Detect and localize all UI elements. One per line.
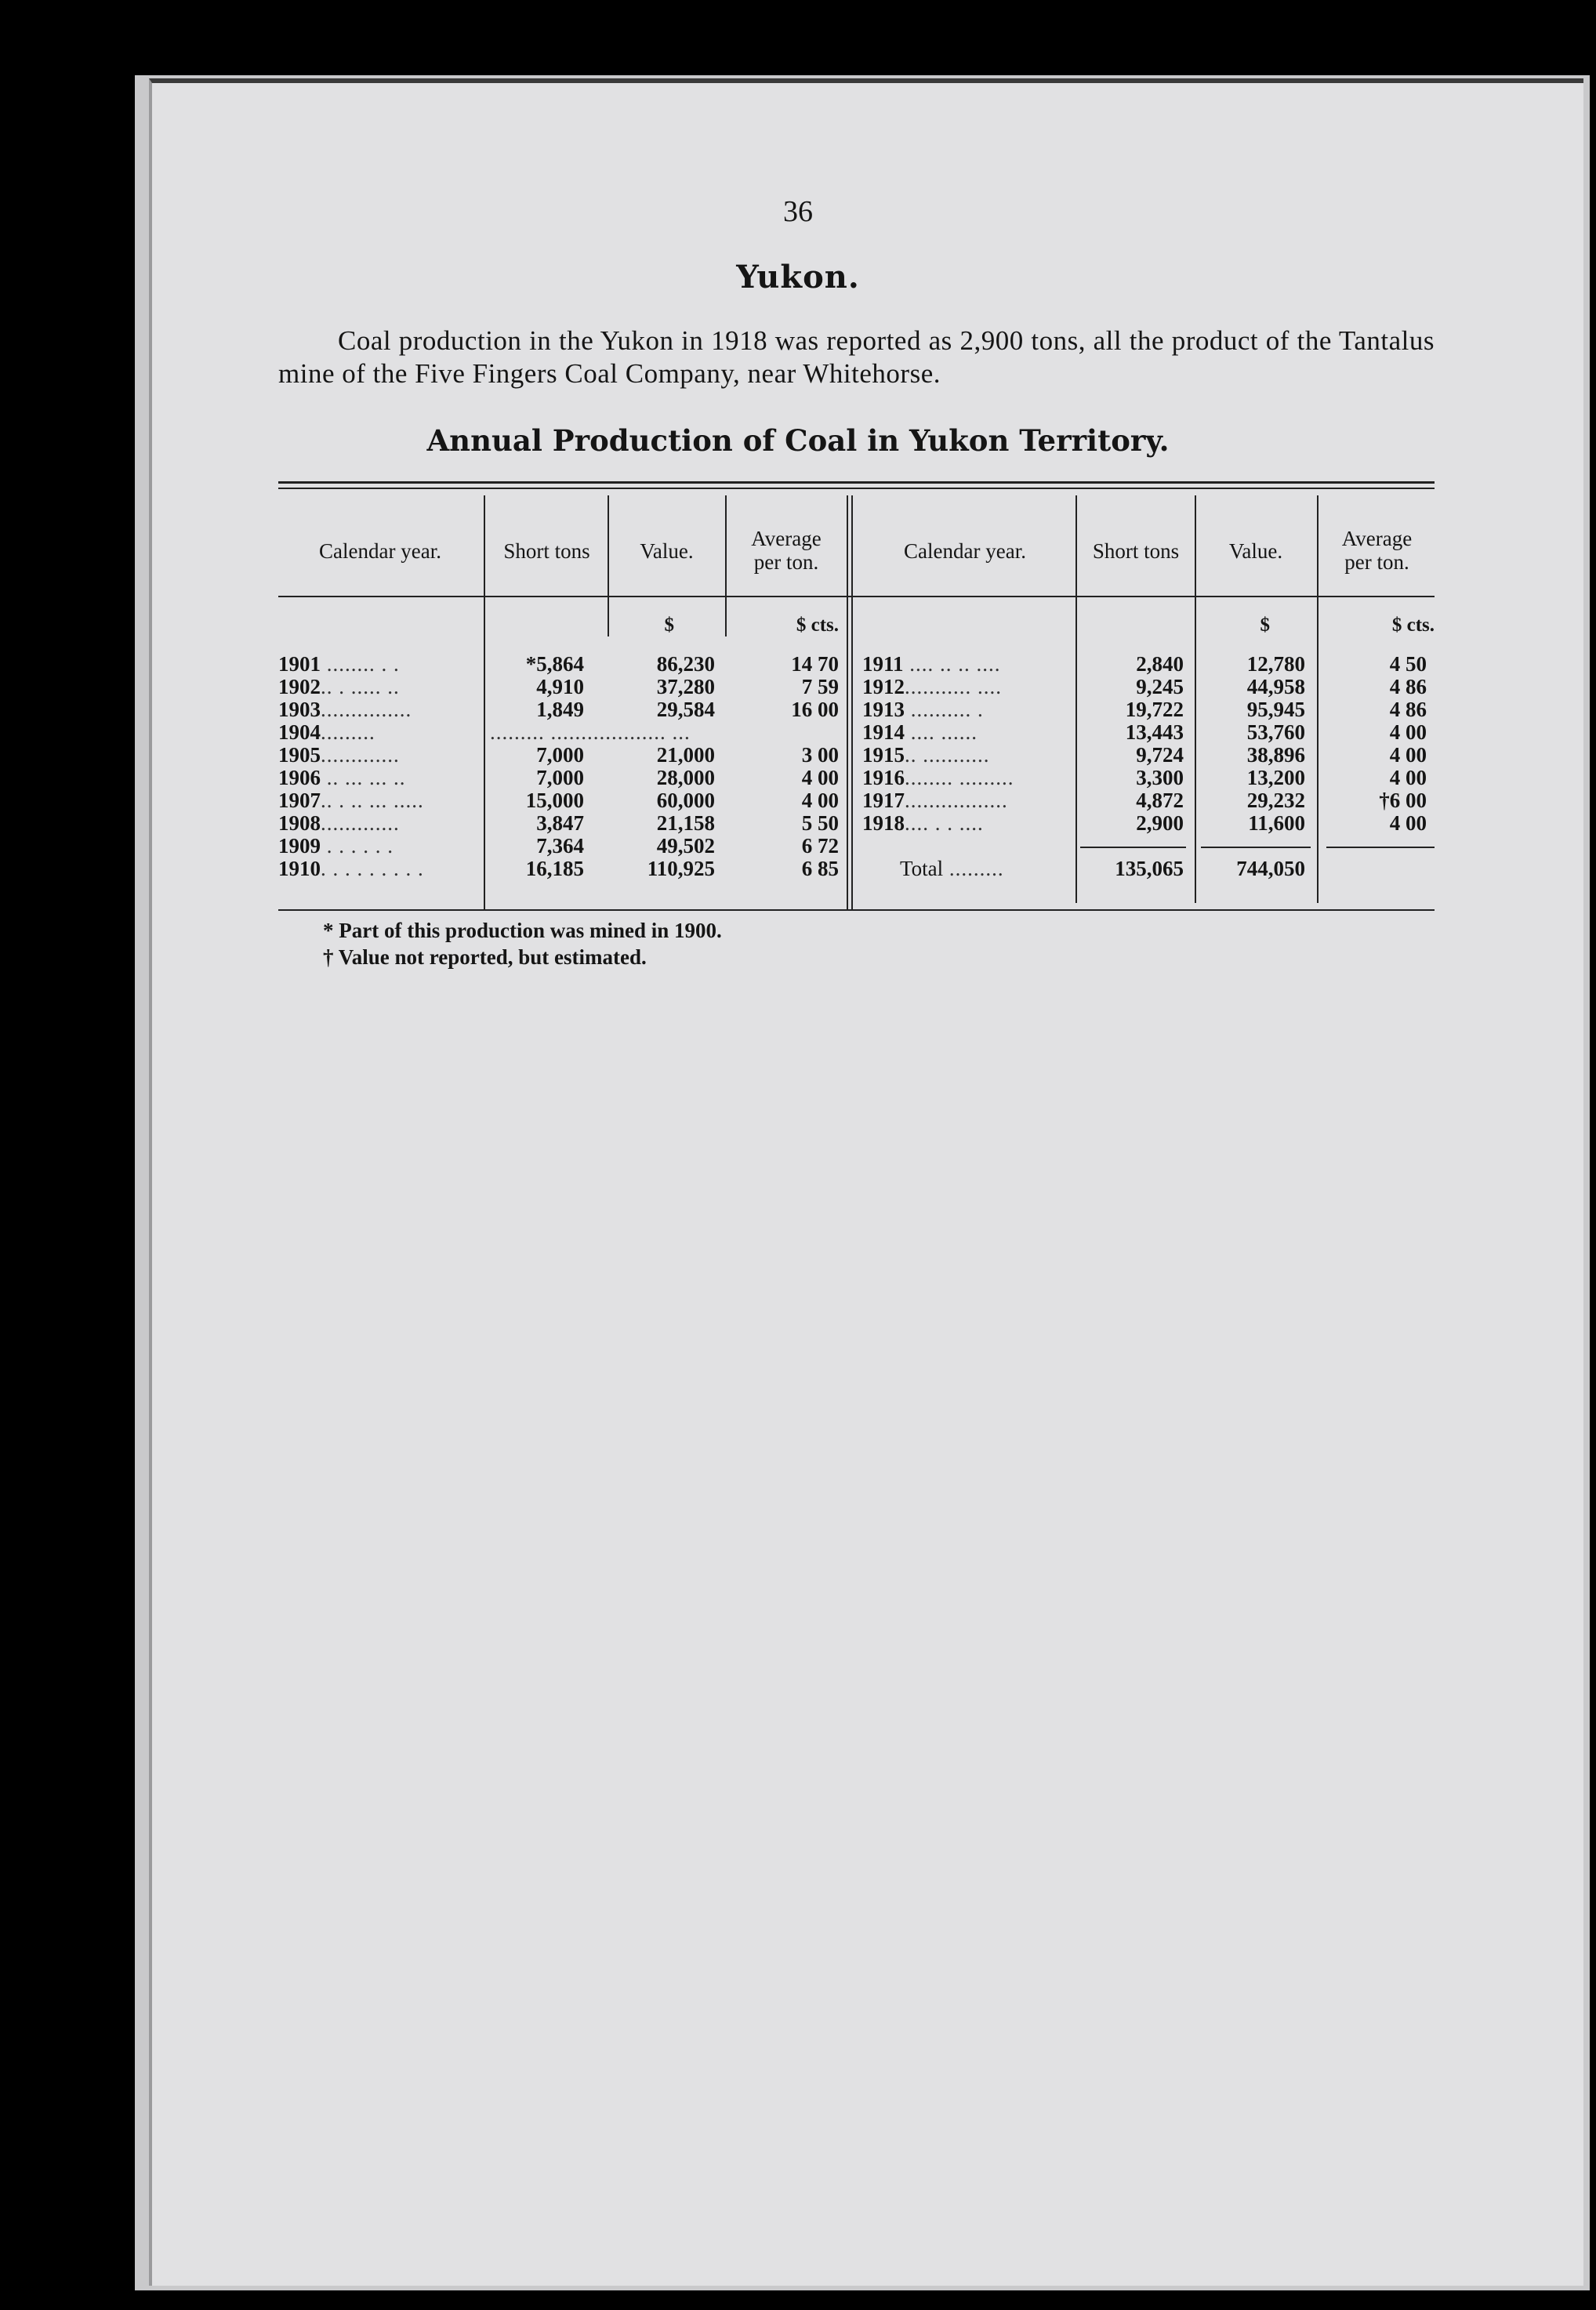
average-cell: 16 00 [791,698,839,721]
value-cell: 44,958 [1246,675,1305,698]
header-value: Value. [640,539,694,563]
col-divider [608,495,609,636]
average-cell: 4 86 [1389,675,1427,698]
year-cell: 1917................. [862,789,1008,812]
year-cell: 1906 .. ... ... .. [278,766,406,789]
value-cell: 29,232 [1246,789,1305,812]
total-label: Total ......... [900,857,1004,880]
unit-value-2: $ [1260,615,1270,636]
short-tons-cell: 7,000 [536,743,584,767]
table-top-rule-inner [278,488,1435,489]
short-tons-cell: 3,847 [536,811,584,835]
short-tons-cell: 15,000 [525,789,584,812]
table-row [0,766,1596,789]
header-average-line2: per ton. [1344,550,1409,574]
short-tons-cell: 2,840 [1136,652,1184,676]
average-cell: 6 85 [801,857,839,880]
short-tons-cell: 19,722 [1125,698,1184,721]
table-row [0,834,1596,858]
average-cell: 6 72 [801,834,839,858]
total-row [0,857,1596,880]
value-cell: 11,600 [1248,811,1305,835]
header-average-2 [1319,527,1435,574]
table-row [0,675,1596,698]
short-tons-cell: 9,724 [1136,743,1184,767]
value-cell: 60,000 [656,789,715,812]
average-cell: †6 00 [1379,789,1427,812]
value-cell: 53,760 [1246,720,1305,744]
value-cell: 95,945 [1246,698,1305,721]
table-row [0,789,1596,812]
average-cell: 4 00 [1389,766,1427,789]
total-value: 744,050 [1236,857,1305,880]
table-row [0,743,1596,767]
average-cell: 4 00 [1389,811,1427,835]
short-tons-cell: 7,364 [536,834,584,858]
total-rule [1201,847,1311,848]
page-number: 36 [783,195,813,228]
value-cell: 29,584 [656,698,715,721]
value-cell: 38,896 [1246,743,1305,767]
col-divider [725,495,727,636]
year-cell: 1910. . . . . . . . . [278,857,424,880]
document-page [149,78,1583,2286]
value-cell: 12,780 [1246,652,1305,676]
short-tons-cell: 2,900 [1136,811,1184,835]
year-cell: 1912........... .... [862,675,1002,698]
header-average [727,527,845,574]
value-cell: 37,280 [656,675,715,698]
year-cell: 1909 . . . . . . [278,834,394,858]
year-cell: 1905............. [278,743,400,767]
table-bottom-rule [278,909,1435,911]
header-rule [278,596,1435,597]
short-tons-cell: 4,910 [536,675,584,698]
short-tons-cell: 16,185 [525,857,584,880]
header-average-line1: Average [1341,527,1413,550]
average-cell: 4 00 [1389,743,1427,767]
year-cell: 1908............. [278,811,400,835]
year-cell: 1913 .......... . [862,698,984,721]
short-tons-cell: 1,849 [536,698,584,721]
table-row [0,811,1596,835]
header-calendar-year-2: Calendar year. [904,539,1026,563]
average-cell: 4 00 [801,766,839,789]
year-cell: 1907.. . .. ... ..... [278,789,424,812]
unit-average: $ cts. [796,615,839,636]
table-title: Annual Production of Coal in Yukon Territory. [426,423,1170,458]
total-short-tons: 135,065 [1115,857,1184,880]
empty-row-leader: ......... ................... ... [490,720,691,744]
value-cell: 49,502 [656,834,715,858]
header-average-line1: Average [751,527,822,550]
table-row [0,698,1596,721]
footnote-dagger: † Value not reported, but estimated. [323,945,647,969]
average-cell: 7 59 [801,675,839,698]
unit-value: $ [664,615,674,636]
average-cell: 4 00 [801,789,839,812]
average-cell: 4 50 [1389,652,1427,676]
average-cell: 3 00 [801,743,839,767]
value-cell: 86,230 [656,652,715,676]
header-average-line2: per ton. [753,550,819,574]
total-rule [1080,847,1186,848]
short-tons-cell: 7,000 [536,766,584,789]
value-cell: 28,000 [656,766,715,789]
value-cell: 13,200 [1246,766,1305,789]
header-short-tons: Short tons [503,539,590,563]
short-tons-cell: 4,872 [1136,789,1184,812]
average-cell: 14 70 [791,652,839,676]
value-cell: 21,000 [656,743,715,767]
year-cell: 1916........ ......... [862,766,1014,789]
unit-average-2: $ cts. [1391,615,1435,636]
year-cell: 1915.. ........... [862,743,990,767]
section-title: Yukon. [736,259,860,296]
short-tons-cell: 3,300 [1136,766,1184,789]
header-calendar-year: Calendar year. [319,539,441,563]
value-cell: 110,925 [647,857,715,880]
header-value-2: Value. [1228,539,1283,563]
short-tons-cell: *5,864 [525,652,584,676]
table-row [0,720,1596,744]
footnote-asterisk: * Part of this production was mined in 1900. [323,919,722,942]
year-cell: 1904......... [278,720,375,744]
year-cell: 1902.. . ..... .. [278,675,400,698]
table-top-rule [278,481,1435,484]
year-cell: 1911 .... .. .. .... [862,652,1001,676]
year-cell: 1903............... [278,698,412,721]
short-tons-cell: 13,443 [1125,720,1184,744]
total-rule [1326,847,1435,848]
intro-paragraph: Coal production in the Yukon in 1918 was reported as 2,900 tons, all the product of the Tantalus mine of the Five Fingers Coal Company, near Whitehorse. [278,325,1435,389]
table-row [0,652,1596,676]
value-cell: 21,158 [656,811,715,835]
year-cell: 1914 .... ...... [862,720,978,744]
average-cell: 4 00 [1389,720,1427,744]
header-short-tons-2: Short tons [1092,539,1180,563]
average-cell: 4 86 [1389,698,1427,721]
short-tons-cell: 9,245 [1136,675,1184,698]
year-cell: 1901 ........ . . [278,652,400,676]
average-cell: 5 50 [801,811,839,835]
year-cell: 1918.... . . .... [862,811,984,835]
